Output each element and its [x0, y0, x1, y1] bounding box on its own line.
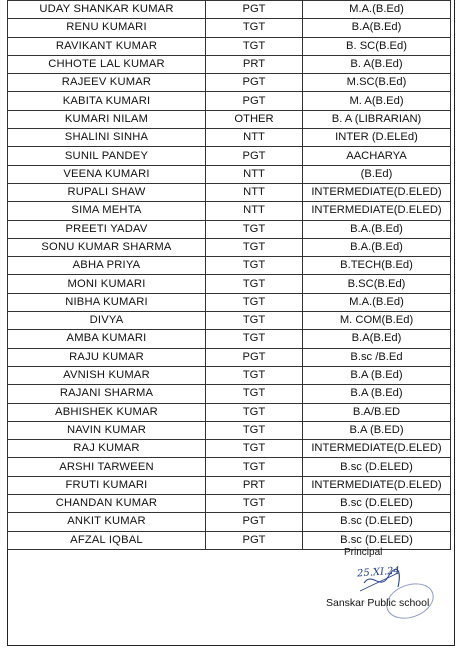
table-row	[8, 110, 451, 128]
qualification-cell: B. A(B.Ed)	[303, 55, 451, 73]
table-row	[8, 403, 451, 421]
staff-name-cell: ANKIT KUMAR	[8, 513, 206, 531]
table-row	[8, 476, 451, 494]
staff-name-cell: KABITA KUMARI	[8, 92, 206, 110]
post-cell: PGT	[206, 1, 303, 19]
table-row	[8, 495, 451, 513]
staff-name-cell: AVNISH KUMAR	[8, 366, 206, 384]
qualification-cell: B.SC(B.Ed)	[303, 275, 451, 293]
table-row	[8, 183, 451, 201]
staff-name-cell: RAJEEV KUMAR	[8, 74, 206, 92]
qualification-cell: M. COM(B.Ed)	[303, 312, 451, 330]
staff-name-cell: RAJ KUMAR	[8, 440, 206, 458]
qualification-cell: B.sc (D.ELED)	[303, 495, 451, 513]
post-cell: TGT	[206, 257, 303, 275]
qualification-cell: B.A (B.Ed)	[303, 366, 451, 384]
signature-date: 25.XI.24	[356, 565, 401, 580]
qualification-cell: B.sc (D.ELED)	[303, 531, 451, 549]
post-cell: TGT	[206, 37, 303, 55]
staff-name-cell: SONU KUMAR SHARMA	[8, 238, 206, 256]
principal-label: Principal	[344, 547, 383, 558]
table-row	[8, 19, 451, 37]
qualification-cell: B.A (B.ED)	[303, 421, 451, 439]
staff-name-cell: SUNIL PANDEY	[8, 147, 206, 165]
post-cell: TGT	[206, 293, 303, 311]
staff-name-cell: AMBA KUMARI	[8, 330, 206, 348]
table-row	[8, 330, 451, 348]
table-row	[8, 312, 451, 330]
qualification-cell: B.sc /B.Ed	[303, 348, 451, 366]
post-cell: TGT	[206, 330, 303, 348]
post-cell: TGT	[206, 385, 303, 403]
staff-name-cell: UDAY SHANKAR KUMAR	[8, 1, 206, 19]
qualification-cell: (B.Ed)	[303, 165, 451, 183]
qualification-cell: B.sc (D.ELED)	[303, 513, 451, 531]
qualification-cell: INTER (D.ELEd)	[303, 129, 451, 147]
staff-name-cell: ARSHI TARWEEN	[8, 458, 206, 476]
staff-name-cell: KUMARI NILAM	[8, 110, 206, 128]
post-cell: NTT	[206, 129, 303, 147]
table-row	[8, 257, 451, 275]
qualification-cell: B.A/B.ED	[303, 403, 451, 421]
table-row	[8, 440, 451, 458]
post-cell: TGT	[206, 403, 303, 421]
post-cell: PGT	[206, 531, 303, 549]
staff-name-cell: RAJU KUMAR	[8, 348, 206, 366]
table-row	[8, 165, 451, 183]
table-row	[8, 348, 451, 366]
post-cell: TGT	[206, 366, 303, 384]
table-row	[8, 385, 451, 403]
staff-name-cell: AFZAL IQBAL	[8, 531, 206, 549]
table-row	[8, 92, 451, 110]
post-cell: NTT	[206, 165, 303, 183]
staff-table-body	[8, 1, 451, 550]
post-cell: TGT	[206, 495, 303, 513]
post-cell: TGT	[206, 458, 303, 476]
table-row	[8, 366, 451, 384]
post-cell: PRT	[206, 55, 303, 73]
post-cell: NTT	[206, 202, 303, 220]
staff-name-cell: ABHA PRIYA	[8, 257, 206, 275]
table-row	[8, 55, 451, 73]
table-row	[8, 275, 451, 293]
post-cell: TGT	[206, 275, 303, 293]
post-cell: OTHER	[206, 110, 303, 128]
table-row	[8, 238, 451, 256]
table-row	[8, 513, 451, 531]
staff-name-cell: CHHOTE LAL KUMAR	[8, 55, 206, 73]
post-cell: TGT	[206, 440, 303, 458]
post-cell: PGT	[206, 513, 303, 531]
table-row	[8, 531, 451, 549]
qualification-cell: B. A (LIBRARIAN)	[303, 110, 451, 128]
table-row	[8, 129, 451, 147]
qualification-cell: INTERMEDIATE(D.ELED)	[303, 440, 451, 458]
table-row	[8, 458, 451, 476]
table-row	[8, 147, 451, 165]
qualification-cell: B.A (B.Ed)	[303, 385, 451, 403]
qualification-cell: INTERMEDIATE(D.ELED)	[303, 183, 451, 201]
staff-name-cell: CHANDAN KUMAR	[8, 495, 206, 513]
table-row	[8, 74, 451, 92]
qualification-cell: B.A(B.Ed)	[303, 330, 451, 348]
post-cell: PGT	[206, 92, 303, 110]
qualification-cell: INTERMEDIATE(D.ELED)	[303, 476, 451, 494]
table-row	[8, 202, 451, 220]
staff-name-cell: DIVYA	[8, 312, 206, 330]
staff-name-cell: RUPALI SHAW	[8, 183, 206, 201]
table-row	[8, 421, 451, 439]
staff-name-cell: RAVIKANT KUMAR	[8, 37, 206, 55]
staff-table	[7, 0, 451, 550]
staff-name-cell: NAVIN KUMAR	[8, 421, 206, 439]
qualification-cell: M. A(B.Ed)	[303, 92, 451, 110]
qualification-cell: M.A.(B.Ed)	[303, 1, 451, 19]
staff-name-cell: SHALINI SINHA	[8, 129, 206, 147]
staff-name-cell: RAJANI SHARMA	[8, 385, 206, 403]
qualification-cell: B.sc (D.ELED)	[303, 458, 451, 476]
post-cell: TGT	[206, 19, 303, 37]
staff-name-cell: ABHISHEK KUMAR	[8, 403, 206, 421]
qualification-cell: INTERMEDIATE(D.ELED)	[303, 202, 451, 220]
post-cell: TGT	[206, 238, 303, 256]
staff-name-cell: VEENA KUMARI	[8, 165, 206, 183]
staff-name-cell: MONI KUMARI	[8, 275, 206, 293]
post-cell: NTT	[206, 183, 303, 201]
table-row	[8, 37, 451, 55]
staff-name-cell: SIMA MEHTA	[8, 202, 206, 220]
qualification-cell: B.TECH(B.Ed)	[303, 257, 451, 275]
staff-name-cell: PREETI YADAV	[8, 220, 206, 238]
qualification-cell: B.A.(B.Ed)	[303, 220, 451, 238]
staff-name-cell: RENU KUMARI	[8, 19, 206, 37]
table-row	[8, 1, 451, 19]
post-cell: PGT	[206, 348, 303, 366]
post-cell: TGT	[206, 421, 303, 439]
qualification-cell: B.A.(B.Ed)	[303, 238, 451, 256]
post-cell: TGT	[206, 220, 303, 238]
post-cell: TGT	[206, 312, 303, 330]
qualification-cell: B. SC(B.Ed)	[303, 37, 451, 55]
post-cell: PGT	[206, 147, 303, 165]
table-row	[8, 293, 451, 311]
staff-name-cell: NIBHA KUMARI	[8, 293, 206, 311]
staff-name-cell: FRUTI KUMARI	[8, 476, 206, 494]
post-cell: PRT	[206, 476, 303, 494]
table-row	[8, 220, 451, 238]
qualification-cell: M.SC(B.Ed)	[303, 74, 451, 92]
post-cell: PGT	[206, 74, 303, 92]
qualification-cell: AACHARYA	[303, 147, 451, 165]
qualification-cell: B.A(B.Ed)	[303, 19, 451, 37]
qualification-cell: M.A.(B.Ed)	[303, 293, 451, 311]
school-name: Sanskar Public school	[326, 597, 430, 609]
